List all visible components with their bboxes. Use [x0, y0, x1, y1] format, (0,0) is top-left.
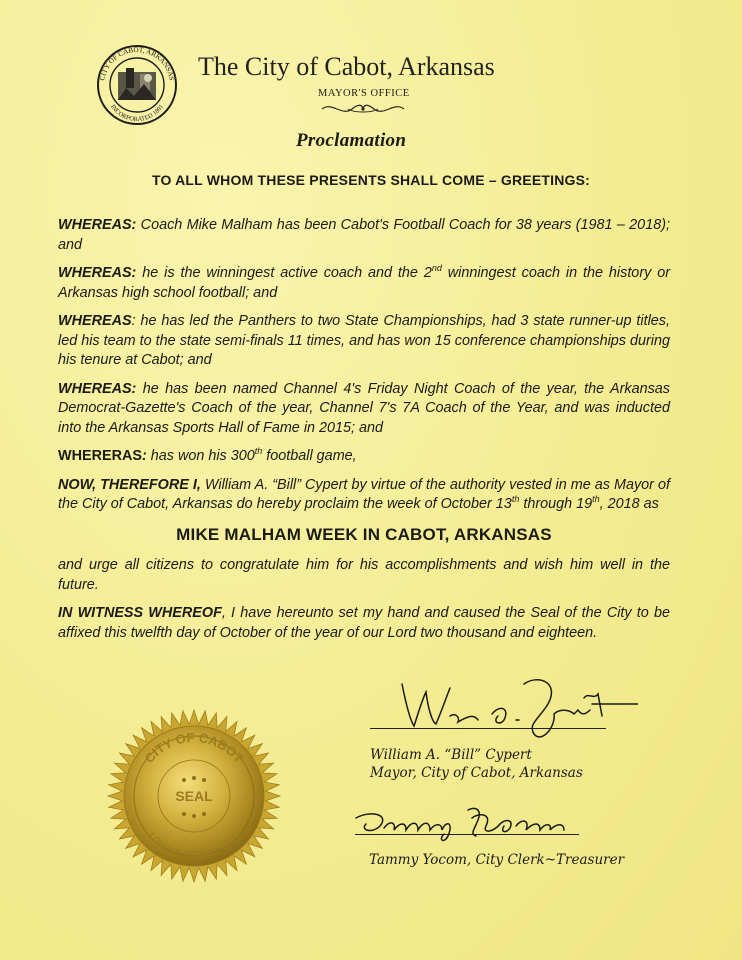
whereas-paragraph-3: WHEREAS: he has led the Panthers to two State Championships, had 3 state runner-up titles, led his team to the state semi-finals 11 times, and has won 15 conference championships during his tenure at Cabot; and [58, 313, 670, 368]
city-title: The City of Cabot, Arkansas [198, 52, 495, 81]
svg-text:CITY OF CABOT: CITY OF CABOT [141, 729, 247, 766]
urge-paragraph: and urge all citizens to congratulate him for his accomplishments and wish him well in the future. [58, 557, 670, 593]
gold-embossed-seal [106, 708, 282, 884]
witness-paragraph: IN WITNESS WHEREOF, I have hereunto set my hand and caused the Seal of the City to be affixed this twelfth day of October of the year of our Lord two thousand and eighteen. [58, 605, 670, 641]
flourish-ornament-icon [318, 101, 408, 117]
clerk-signature-line [355, 834, 579, 835]
proclamation-body [58, 216, 670, 652]
svg-text:LONOKE COUNTY, ARK.: LONOKE COUNTY, ARK. [146, 830, 242, 861]
office-label: MAYOR'S OFFICE [318, 88, 410, 99]
svg-text:SEAL: SEAL [175, 788, 213, 804]
clerk-name-title: Tammy Yocom, City Clerk~Treasurer [369, 852, 625, 868]
whereas-paragraph-4: WHEREAS: he has been named Channel 4's Friday Night Coach of the year, the Arkansas Democrat-Gazette's Coach of the year, Channel 7's 7A Coach of the Year, and was inducted into the Arkansas Sports Hall of Fame in 2015; and [58, 380, 670, 436]
mayor-name: William A. “Bill” Cypert [370, 747, 532, 763]
svg-text:INCORPORATED 1891: INCORPORATED 1891 [108, 103, 166, 124]
document-title: Proclamation [296, 130, 407, 151]
city-seal-logo [96, 44, 178, 126]
greeting-line: TO ALL WHOM THESE PRESENTS SHALL COME – GREETINGS: [151, 172, 591, 188]
svg-text:CITY OF CABOT, ARKANSAS: CITY OF CABOT, ARKANSAS [98, 45, 176, 82]
whereas-paragraph-2: WHEREAS: he is the winningest active coach and the 2nd winningest coach in the history or Arkansas high school football; and [58, 263, 670, 301]
proclamation-headline: MIKE MALHAM WEEK IN CABOT, ARKANSAS [176, 524, 552, 544]
therefore-paragraph: NOW, THEREFORE I, William A. “Bill” Cypert by virtue of the authority vested in me as Mayor of the City of Cabot, Arkansas do hereby proclaim the week of October 13th through 19th, 2018 as [58, 476, 670, 512]
mayor-title: Mayor, City of Cabot, Arkansas [370, 765, 583, 781]
whereas-paragraph-5: WHERERAS: has won his 300th football game, [58, 446, 357, 464]
mayor-signature [388, 664, 638, 746]
mayor-signature-line [370, 728, 606, 729]
clerk-signature [350, 796, 590, 844]
mayor-signature-block [370, 746, 583, 782]
whereas-paragraph-1: WHEREAS: Coach Mike Malham has been Cabot's Football Coach for 38 years (1981 – 2018); and [58, 217, 670, 253]
